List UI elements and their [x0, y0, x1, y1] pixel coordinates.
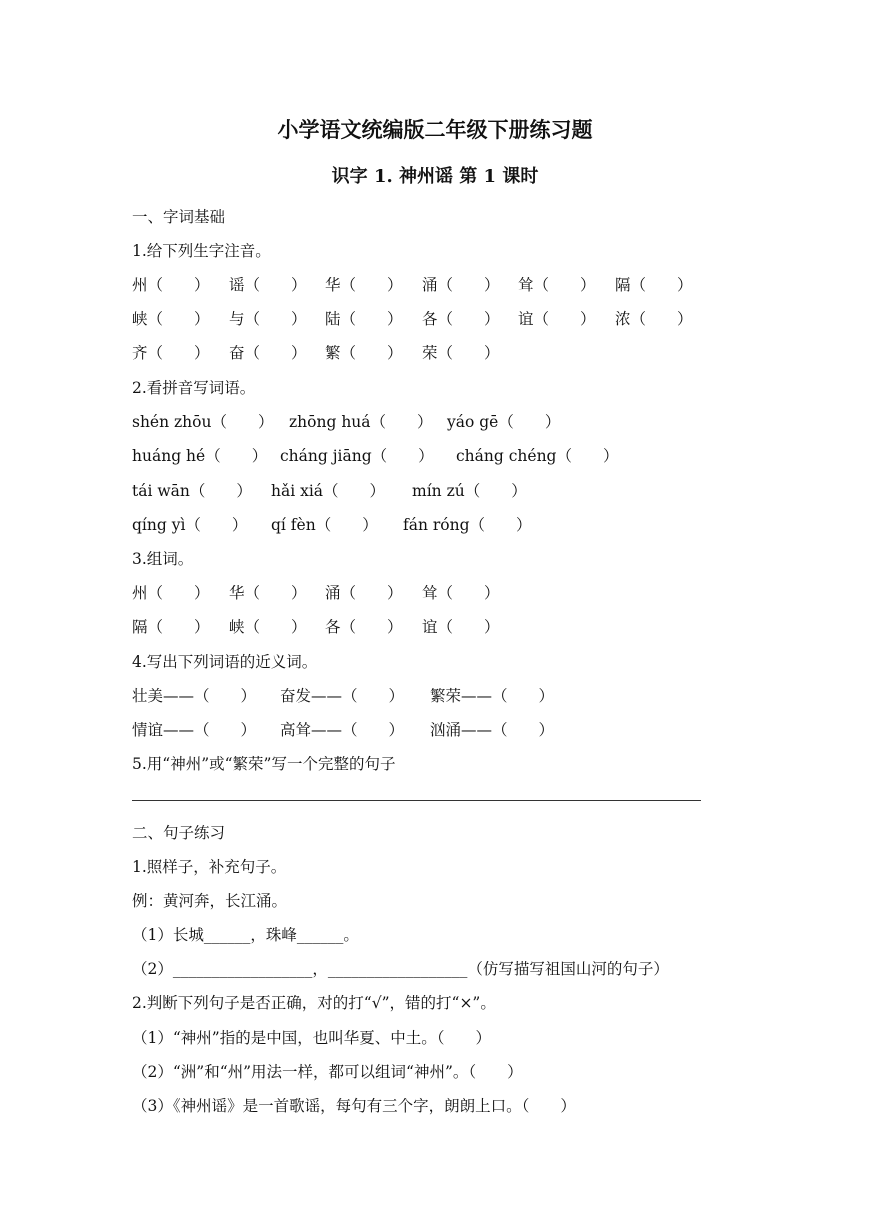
pinyin-blank: 州（ ） [132, 276, 210, 294]
pinyin-blank: 谊（ ） [518, 310, 596, 328]
synonym-blank: 奋发——（ ） [280, 687, 405, 705]
question-label: 2.看拼音写词语。 [132, 379, 256, 397]
pinyin-blank: 耸（ ） [518, 276, 596, 294]
synonym-blank: 高耸——（ ） [280, 721, 405, 739]
word-group-blank: 耸（ ） [422, 584, 500, 602]
pinyin-blank: 齐（ ） [132, 344, 210, 362]
section-heading: 二、句子练习 [132, 824, 226, 842]
example-sentence: 例：黄河奔，长江涌。 [132, 892, 288, 910]
pinyin-blank: 荣（ ） [422, 344, 500, 362]
judgement-item: （1）“神州”指的是中国，也叫华夏、中土。（ ） [132, 1029, 491, 1047]
word-blank: zhōng huá（ ） [289, 413, 433, 431]
synonym-blank: 壮美——（ ） [132, 687, 257, 705]
judgement-item: （3）《神州谣》是一首歌谣，每句有三个字，朗朗上口。（ ） [132, 1097, 576, 1115]
word-blank: cháng jiāng（ ） [280, 447, 434, 465]
pinyin-blank: 各（ ） [422, 310, 500, 328]
word-blank: yáo gē（ ） [447, 413, 561, 431]
pinyin-blank: 浓（ ） [615, 310, 693, 328]
question-label: 1.给下列生字注音。 [132, 242, 271, 260]
question-label: 4.写出下列词语的近义词。 [132, 653, 318, 671]
pinyin-blank: 涌（ ） [422, 276, 500, 294]
word-blank: cháng chéng（ ） [456, 447, 619, 465]
judgement-item: （2）“洲”和“州”用法一样，都可以组词“神州”。（ ） [132, 1063, 523, 1081]
pinyin-blank: 奋（ ） [229, 344, 307, 362]
question-label: 2.判断下列句子是否正确，对的打“√”，错的打“×”。 [132, 994, 496, 1012]
question-label: 5.用“神州”或“繁荣”写一个完整的句子 [132, 755, 396, 773]
question-label: 1.照样子，补充句子。 [132, 858, 287, 876]
word-group-blank: 谊（ ） [422, 618, 500, 636]
word-group-blank: 隔（ ） [132, 618, 210, 636]
word-group-blank: 峡（ ） [229, 618, 307, 636]
word-group-blank: 涌（ ） [325, 584, 403, 602]
synonym-blank: 繁荣——（ ） [430, 687, 555, 705]
pinyin-blank: 隔（ ） [615, 276, 693, 294]
section-heading: 一、字词基础 [132, 208, 226, 226]
word-group-blank: 各（ ） [325, 618, 403, 636]
pinyin-blank: 谣（ ） [229, 276, 307, 294]
pinyin-blank: 陆（ ） [325, 310, 403, 328]
fill-sentence: （2）__________________，__________________（仿写描写祖国山河的句子） [132, 960, 669, 978]
pinyin-blank: 华（ ） [325, 276, 403, 294]
answer-line [132, 800, 701, 801]
worksheet-title: 小学语文统编版二年级下册练习题 [277, 117, 593, 142]
pinyin-blank: 峡（ ） [132, 310, 210, 328]
word-group-blank: 华（ ） [229, 584, 307, 602]
word-blank: huáng hé（ ） [132, 447, 268, 465]
word-group-blank: 州（ ） [132, 584, 210, 602]
synonym-blank: 汹涌——（ ） [430, 721, 555, 739]
synonym-blank: 情谊——（ ） [132, 721, 257, 739]
word-blank: qí fèn（ ） [271, 516, 378, 534]
word-blank: tái wān（ ） [132, 482, 252, 500]
word-blank: hǎi xiá（ ） [271, 482, 386, 500]
word-blank: shén zhōu（ ） [132, 413, 274, 431]
word-blank: fán róng（ ） [403, 516, 532, 534]
pinyin-blank: 与（ ） [229, 310, 307, 328]
lesson-subtitle: 识字 1. 神州谣 第 1 课时 [331, 166, 539, 187]
word-blank: mín zú（ ） [412, 482, 527, 500]
question-label: 3.组词。 [132, 550, 194, 568]
word-blank: qíng yì（ ） [132, 516, 248, 534]
pinyin-blank: 繁（ ） [325, 344, 403, 362]
fill-sentence: （1）长城______，珠峰______。 [132, 926, 359, 944]
